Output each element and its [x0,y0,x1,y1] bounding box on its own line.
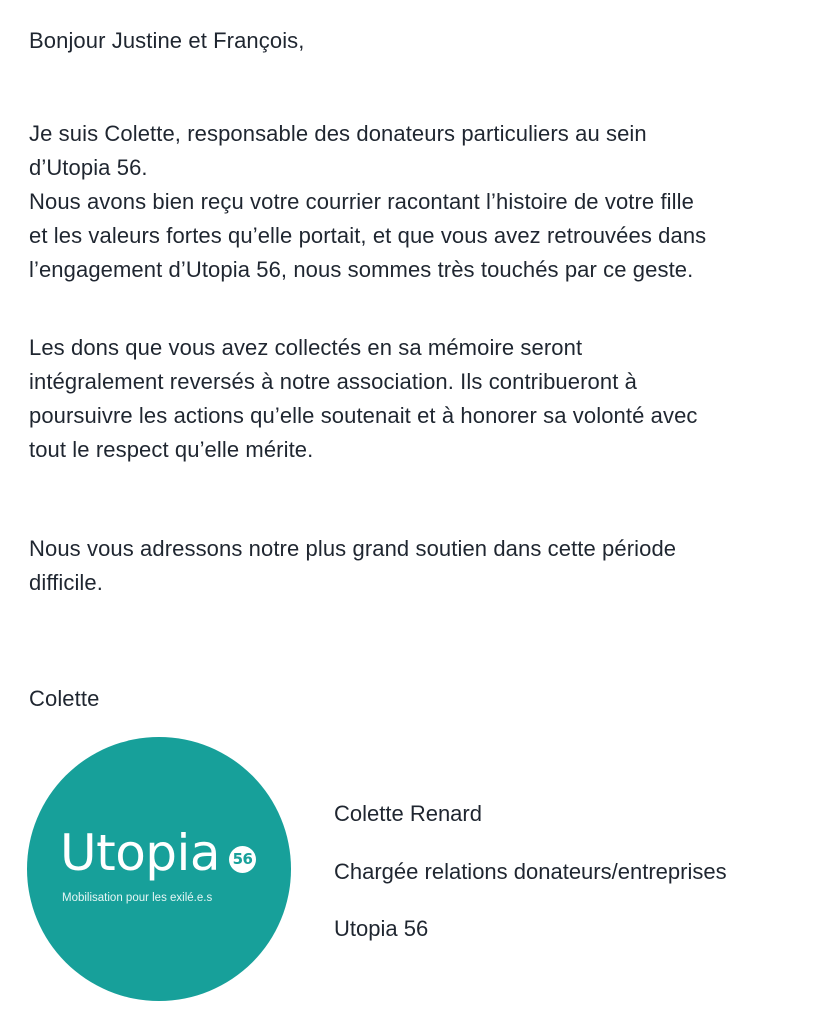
paragraph-line: l’engagement d’Utopia 56, nous sommes très touchés par ce geste. [29,257,694,282]
paragraph-line: poursuivre les actions qu’elle soutenait et à honorer sa volonté avec [29,403,698,428]
paragraph-donations [29,331,698,467]
logo-tagline: Mobilisation pour les exilé.e.s [62,892,213,904]
paragraph-line: Nous avons bien reçu votre courrier racontant l’histoire de votre fille [29,189,694,214]
paragraph-line: et les valeurs fortes qu’elle portait, et que vous avez retrouvées dans [29,223,707,248]
paragraph-line: difficile. [29,570,103,595]
logo-wordmark: Utopia [60,824,221,882]
paragraph-line: Les dons que vous avez collectés en sa mémoire seront [29,335,583,360]
sign-off: Colette [29,686,100,711]
paragraph-line: Je suis Colette, responsable des donateurs particuliers au sein [29,121,647,146]
utopia-56-logo [27,737,291,1001]
paragraph-line: d’Utopia 56. [29,155,148,180]
paragraph-line: intégralement reversés à notre association. Ils contribueront à [29,369,637,394]
paragraph-support [29,532,676,600]
signature-name: Colette Renard [334,801,482,826]
greeting: Bonjour Justine et François, [29,28,305,53]
signature-title: Chargée relations donateurs/entreprises [334,859,727,884]
signature-organization: Utopia 56 [334,916,429,941]
paragraph-intro [29,117,706,287]
paragraph-line: Nous vous adressons notre plus grand soutien dans cette période [29,536,677,561]
logo-badge: 56 [229,846,256,873]
paragraph-line: tout le respect qu’elle mérite. [29,437,314,462]
